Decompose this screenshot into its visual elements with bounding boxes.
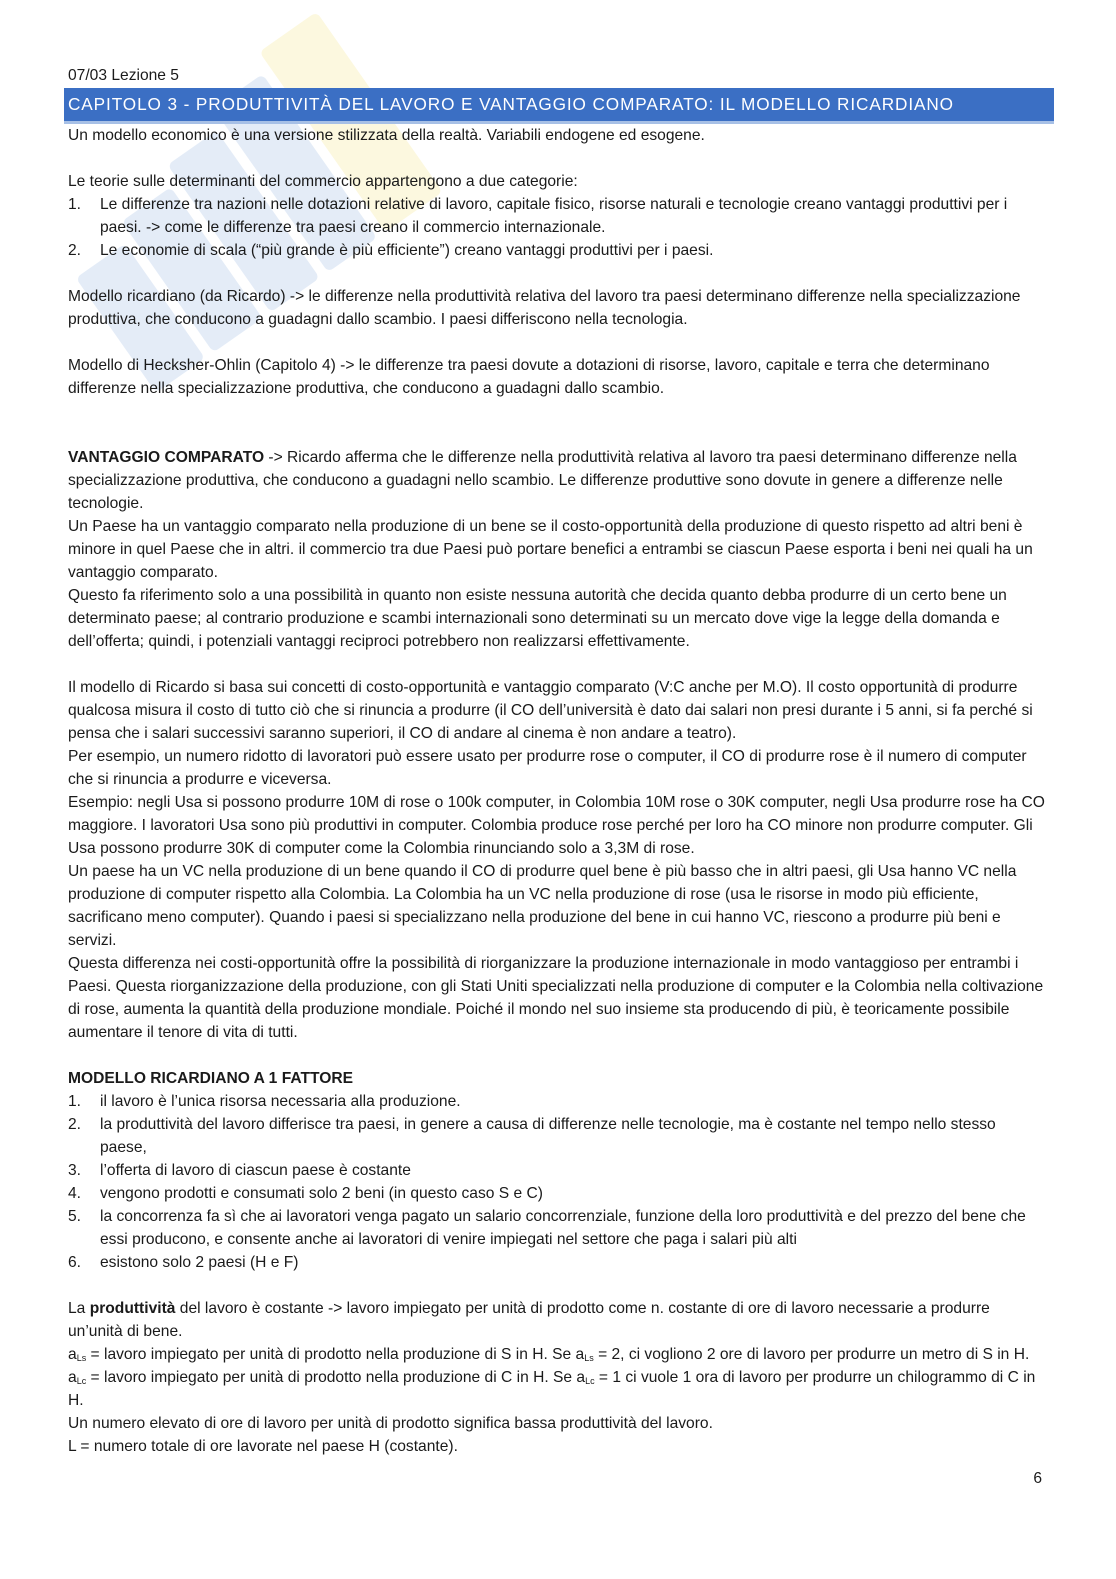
bassa-produttivita-line: Un numero elevato di ore di lavoro per unità di prodotto significa bassa produttività del lavoro.	[68, 1415, 713, 1432]
chapter-title: CAPITOLO 3 - PRODUTTIVITÀ DEL LAVORO E VANTAGGIO COMPARATO: IL MODELLO RICARDIANO	[64, 88, 1054, 124]
list-item: 2. Le economie di scala (“più grande è più efficiente”) creano vantaggi produttivi per i paesi.	[68, 242, 714, 259]
list-item: 1. il lavoro è l’unica risorsa necessaria alla produzione.	[68, 1093, 461, 1110]
produttivita-paragraph: La produttività del lavoro è costante -> lavoro impiegato per unità di prodotto come n. costante di ore di lavoro necessarie a produrre un’unità di bene.	[68, 1300, 990, 1340]
modello-paragraph: Esempio: negli Usa si possono produrre 10M di rose o 100k computer, in Colombia 10M rose o 30K computer, negli Usa produrre rose ha CO maggiore. I lavoratori Usa sono più produttivi in computer. Colombia produce rose perché per loro ha CO minore non produrre computer. Gli Usa possono produrre 30K di computer come la Colombia rinunciando solo a 3,3M di rose.	[68, 794, 1045, 857]
vantaggio-heading: VANTAGGIO COMPARATO	[68, 449, 265, 466]
ricardo-paragraph: Modello ricardiano (da Ricardo) -> le differenze nella produttività relativa del lavoro tra paesi determinano differenze nella specializzazione produttiva, che conducono a guadagni dallo scambio. I paesi differiscono nella tecnologia.	[68, 288, 1021, 328]
modello-paragraph: Il modello di Ricardo si basa sui concetti di costo-opportunità e vantaggio comparato (V:C anche per M.O). Il costo opportunità di produrre qualcosa misura il costo di tutto ciò che si rinuncia a produrre (il CO dell’università è dato dai salari non presi durante i 5 anni, si fa perché si pensa che i salari successivi saranno superiori, il CO di andare al cinema è non andare a teatro).	[68, 679, 1033, 742]
fattore-heading: MODELLO RICARDIANO A 1 FATTORE	[68, 1070, 354, 1087]
list-item: 1. Le differenze tra nazioni nelle dotazioni relative di lavoro, capitale fisico, risorse naturali e tecnologie creano vantaggi produttivi per i paesi. -> come le differenze tra paesi creano il commercio internazionale.	[68, 196, 1008, 236]
modello-paragraph: Per esempio, un numero ridotto di lavoratori può essere usato per produrre rose o computer, il CO di produrre rose è il numero di computer che si rinuncia a produrre e viceversa.	[68, 748, 1027, 788]
list-item: 3. l’offerta di lavoro di ciascun paese è costante	[68, 1162, 411, 1179]
teorie-lead: Le teorie sulle determinanti del commercio appartengono a due categorie:	[68, 173, 578, 190]
vantaggio-paragraph-2: Un Paese ha un vantaggio comparato nella produzione di un bene se il costo-opportunità della produzione di questo rispetto ad altri beni è minore in quel Paese che in altri. il commercio tra due Paesi può portare benefici a entrambi se ciascun Paese esporta i beni nei quali ha un vantaggio comparato.	[68, 518, 1033, 581]
fattore-list	[68, 1090, 1046, 1274]
page-number: 6	[1033, 1470, 1042, 1487]
list-item: 2. la produttività del lavoro differisce tra paesi, in genere a causa di differenze nelle tecnologie, ma è costante nel tempo nello stesso paese,	[68, 1116, 996, 1156]
list-item: 6. esistono solo 2 paesi (H e F)	[68, 1254, 299, 1271]
vantaggio-paragraph: VANTAGGIO COMPARATO -> Ricardo afferma che le differenze nella produttività relativa al lavoro tra paesi determinano differenze nella specializzazione produttiva, che conducono a guadagni nello scambio. Le differenze produttive sono dovute in genere a differenze nelle tecnologie.	[68, 449, 1017, 512]
list-item: 4. vengono prodotti e consumati solo 2 beni (in questo caso S e C)	[68, 1185, 543, 1202]
modello-paragraph: Questa differenza nei costi-opportunità offre la possibilità di riorganizzare la produzione internazionale in modo vantaggioso per entrambi i Paesi. Questa riorganizzazione della produzione, con gli Stati Uniti specializzati nella produzione di computer e la Colombia nella coltivazione di rose, aumenta la quantità della produzione mondiale. Poiché il mondo nel suo insieme sta producendo di più, è teoricamente possibile aumentare il tenore di vita di tutti.	[68, 955, 1044, 1041]
l-definition: L = numero totale di ore lavorate nel paese H (costante).	[68, 1438, 458, 1455]
teorie-list	[68, 193, 1046, 262]
vantaggio-paragraph-3: Questo fa riferimento solo a una possibilità in quanto non esiste nessuna autorità che decida quanto debba produrre di un certo bene un determinato paese; al contrario produzione e scambi internazionali sono determinati su un mercato dove vige la legge della domanda e dell’offerta; quindi, i potenziali vantaggi reciproci potrebbero non realizzarsi effettivamente.	[68, 587, 1007, 650]
intro-paragraph: Un modello economico è una versione stilizzata della realtà. Variabili endogene ed esogene.	[68, 127, 705, 144]
alc-definition: $a_{Lc}$ = lavoro impiegato per unità di prodotto nella produzione di C in H. Se $a_{Lc} = 1$ ci vuole 1 ora di lavoro per produrre un chilogrammo di C in H.	[68, 1369, 1036, 1409]
als-definition: $a_{Ls}$ = lavoro impiegato per unità di prodotto nella produzione di S in H. Se $a_{Ls} = 2$, ci vogliono 2 ore di lavoro per produrre un metro di S in H.	[68, 1346, 1030, 1363]
lesson-header: 07/03 Lezione 5	[68, 67, 179, 84]
hecksher-ohlin-paragraph: Modello di Hecksher-Ohlin (Capitolo 4) -> le differenze tra paesi dovute a dotazioni di risorse, lavoro, capitale e terra che determinano differenze nella specializzazione produttiva, che conducono a guadagni dallo scambio.	[68, 357, 990, 397]
modello-paragraph: Un paese ha un VC nella produzione di un bene quando il CO di produrre quel bene è più basso che in altri paesi, gli Usa hanno VC nella produzione di computer rispetto alla Colombia. La Colombia ha un VC nella produzione di rose (usa le risorse in modo più efficiente, sacrificano meno computer). Quando i paesi si specializzano nella produzione del bene in cui hanno VC, riescono a produrre più beni e servizi.	[68, 863, 1017, 949]
document-page	[68, 64, 1046, 1458]
list-item: 5. la concorrenza fa sì che ai lavoratori venga pagato un salario concorrenziale, funzione della loro produttività e del prezzo del bene che essi producono, e consente anche ai lavoratori di venire impiegati nel settore che paga i salari più alti	[68, 1208, 1026, 1248]
